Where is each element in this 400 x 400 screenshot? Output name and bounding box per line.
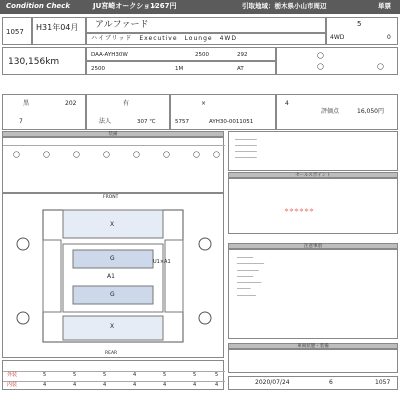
stats-row1-v7: 5 xyxy=(215,372,219,378)
corner-label: 単票 xyxy=(378,2,391,10)
condition-header: 車両状態・装備 xyxy=(228,343,398,349)
score: 4 xyxy=(285,100,289,107)
stats-row2-v2: 4 xyxy=(73,382,77,388)
equip-mark-7: ◯ xyxy=(193,151,200,158)
notes-lines: ──────── ──────── ──────── ──────── xyxy=(235,138,257,161)
model-code: DAA-AYH30W xyxy=(91,52,128,58)
mileage-box xyxy=(2,47,86,75)
equip-mark-2: ◯ xyxy=(43,151,50,158)
stats-row2-v7: 4 xyxy=(215,382,219,388)
grade-box xyxy=(86,33,326,45)
displacement: 2500 xyxy=(91,66,105,72)
region-box xyxy=(170,94,276,130)
stats-table xyxy=(2,360,224,390)
stats-row1-v4: 4 xyxy=(133,372,137,378)
equip-mark-4: ◯ xyxy=(103,151,110,158)
inspection-box xyxy=(86,94,170,130)
equip-mark-1: ◯ xyxy=(13,151,20,158)
trunk-mark: X xyxy=(110,323,115,330)
car-name: アルファード xyxy=(95,20,149,30)
equip-mark-3: ◯ xyxy=(73,151,80,158)
footer-right xyxy=(228,376,398,390)
hood-mark: X xyxy=(110,221,115,228)
lot-number: 1057 xyxy=(6,28,24,36)
spec-box xyxy=(86,61,276,75)
grade: ハイブリッド Executive Lounge 4WD xyxy=(91,35,237,42)
sheet-title: Condition Check xyxy=(6,2,70,10)
value-5757: 5757 xyxy=(175,119,189,125)
transmission: AT xyxy=(237,66,244,72)
model-box xyxy=(86,47,276,61)
equipment-header: 装備 xyxy=(2,131,224,137)
rear-label: REAR xyxy=(105,351,118,356)
evaluation-box xyxy=(276,94,398,130)
auction-name: JU宮崎オークション xyxy=(93,2,158,10)
front-glass-mark: G xyxy=(110,255,115,262)
car-diagram xyxy=(2,193,224,358)
drive: 4WD xyxy=(330,34,345,41)
lot-box xyxy=(2,17,32,45)
option-mark-2: ◯ xyxy=(317,63,324,70)
mileage: 130,156km xyxy=(8,57,60,67)
stats-row1-v2: 5 xyxy=(73,372,77,378)
seats-box xyxy=(326,17,398,45)
rank: 6 xyxy=(329,379,333,386)
color: 黒 xyxy=(23,100,30,107)
option-mark-1: ◯ xyxy=(317,52,324,59)
stats-row2-v5: 4 xyxy=(163,382,167,388)
options-box xyxy=(276,47,398,75)
caution-lines: ────── ────────── ──────── ────── ───────── ───── ─────── xyxy=(237,256,265,299)
price: 1267円 xyxy=(150,2,177,10)
stats-row2-v3: 4 xyxy=(103,382,107,388)
value-1500: 2500 xyxy=(195,52,209,58)
equipment-grid xyxy=(2,137,224,193)
color-box xyxy=(2,94,86,130)
inspection-value: 有 xyxy=(123,100,130,107)
date: 2020/07/24 xyxy=(255,379,290,386)
seats: 5 xyxy=(357,20,362,28)
owner-type: 法人 xyxy=(99,118,112,125)
color-code: 1M xyxy=(175,66,184,72)
year: H31年04月 xyxy=(36,23,79,32)
evaluation-label: 評価点 xyxy=(321,108,340,115)
stats-row2-v6: 4 xyxy=(193,382,197,388)
equip-mark-8: ◯ xyxy=(213,151,220,158)
region: × xyxy=(201,100,207,107)
stats-row2-label: 内装 xyxy=(7,382,18,388)
stats-row1-label: 外装 xyxy=(7,372,18,378)
notes-box xyxy=(228,131,398,171)
body-number: AYH30-0011051 xyxy=(209,119,254,125)
sales-box xyxy=(228,178,398,234)
evaluation-value: 16,050円 xyxy=(357,108,384,115)
stats-row1-v6: 5 xyxy=(193,372,197,378)
sales-red-text: ＊＊＊＊＊＊ xyxy=(284,208,315,214)
value-7: 7 xyxy=(19,118,23,125)
stats-row1-v5: 5 xyxy=(163,372,167,378)
year-box xyxy=(32,17,86,45)
shape-code: 0 xyxy=(387,34,391,41)
value-292: 292 xyxy=(237,52,248,58)
roof-mark: A1 xyxy=(107,273,115,280)
stats-row2-v1: 4 xyxy=(43,382,47,388)
condition-box xyxy=(228,349,398,373)
front-label: FRONT xyxy=(103,195,119,200)
caution-header: 注意事項 xyxy=(228,243,398,249)
location: 引取地域：栃木県小山市周辺 xyxy=(242,2,327,10)
option-mark-3: ◯ xyxy=(377,63,384,70)
car-name-box xyxy=(86,17,326,33)
stats-row1-v1: 5 xyxy=(43,372,47,378)
equip-mark-5: ◯ xyxy=(133,151,140,158)
side-note: U1×A1 xyxy=(153,259,171,265)
caution-box xyxy=(228,249,398,339)
rear-glass-mark: G xyxy=(110,291,115,298)
lot-number-footer: 1057 xyxy=(375,379,391,386)
notes-header: セールスポイント xyxy=(228,172,398,178)
color-number: 202 xyxy=(65,100,77,107)
stats-row2-v4: 4 xyxy=(133,382,137,388)
header-band xyxy=(0,0,400,14)
temp: 307 ℃ xyxy=(137,119,156,125)
stats-row1-v3: 5 xyxy=(103,372,107,378)
equip-mark-6: ◯ xyxy=(163,151,170,158)
